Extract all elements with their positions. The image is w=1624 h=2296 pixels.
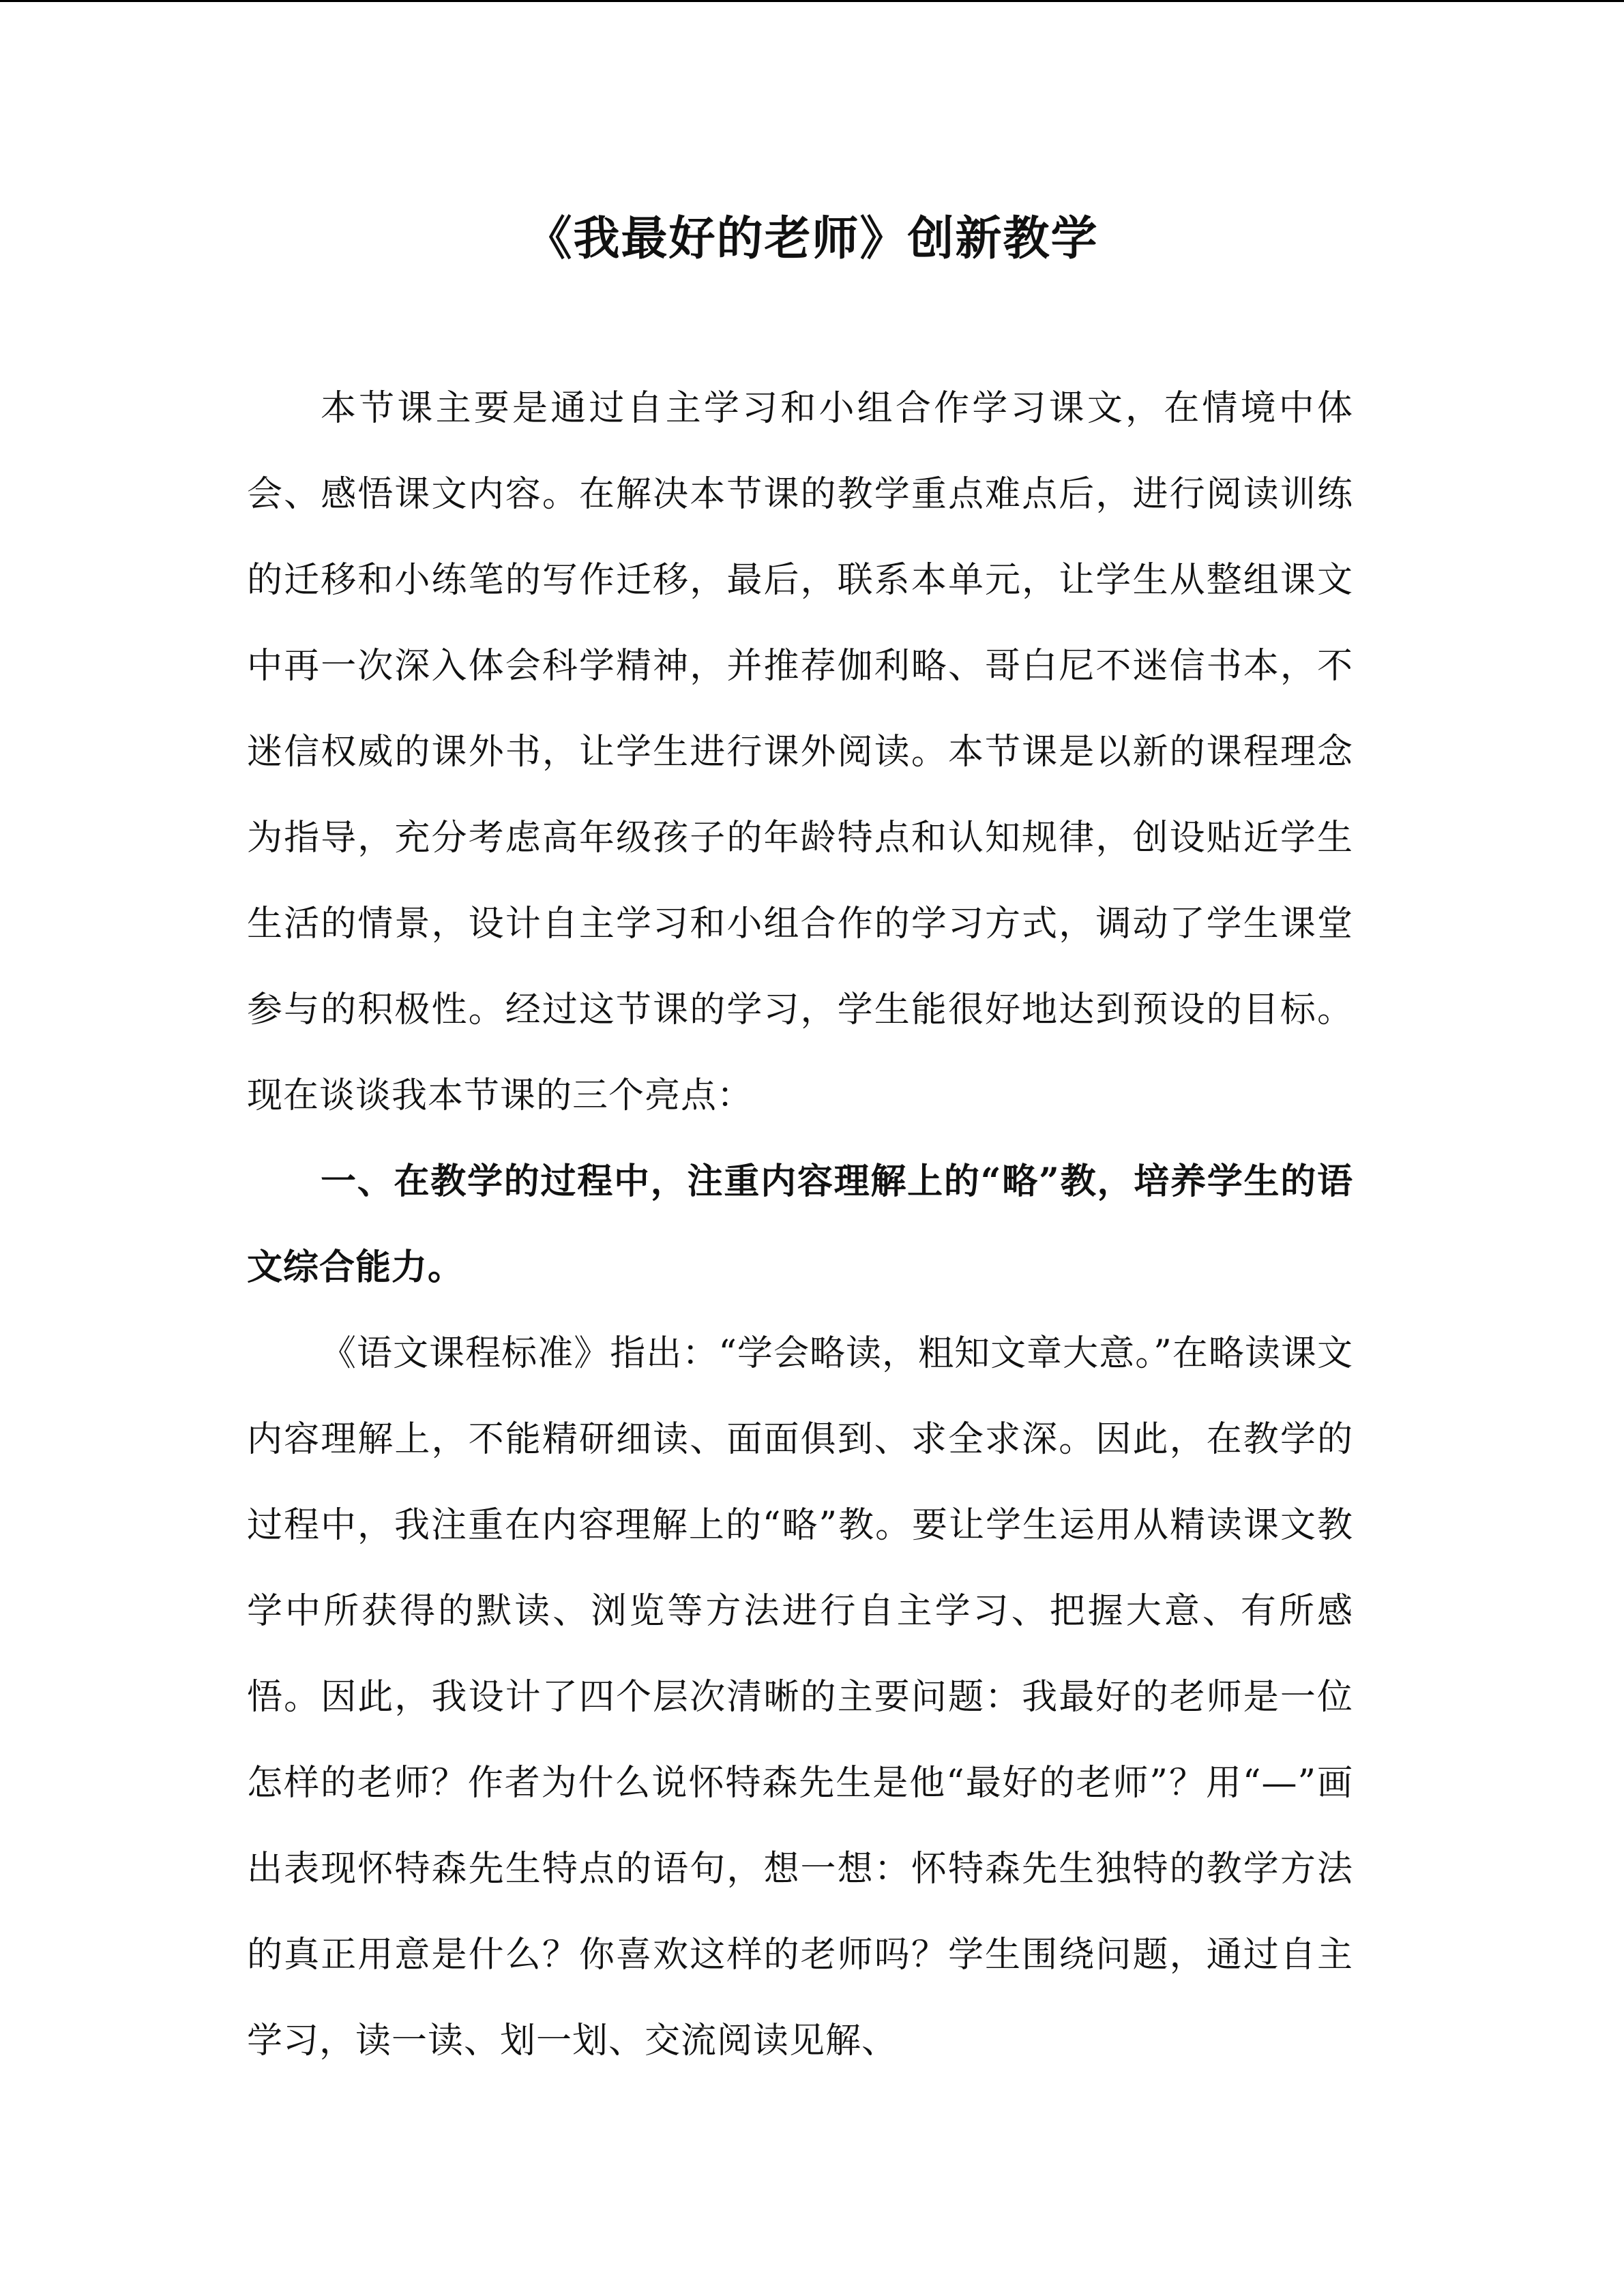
section-1-paragraph: 《语文课程标准》指出：“学会略读，粗知文章大意。”在略读课文内容理解上，不能精研细读、面面俱到、求全求深。因此，在教学的过程中，我注重在内容理解上的“略”教。要让学生运用从精读课文教学中所获得的默读、浏览等方法进行自主学习、把握大意、有所感悟。因此，我设计了四个层次清晰的主要问题：我最好的老师是一位怎样的老师？作者为什么说怀特森先生是他“最好的老师”？用“—”画出表现怀特森先生特点的语句，想一想：怀特森先生独特的教学方法的真正用意是什么？你喜欢这样的老师吗？学生围绕问题，通过自主学习，读一读、划一划、交流阅读见解、 [247,1333,1353,2061]
document-body [247,366,1353,2084]
section-heading-1: 一、在教学的过程中，注重内容理解上的“略”教，培养学生的语文综合能力。 [247,1161,1353,1288]
intro-paragraph: 本节课主要是通过自主学习和小组合作学习课文，在情境中体会、感悟课文内容。在解决本节课的教学重点难点后，进行阅读训练的迁移和小练笔的写作迁移，最后，联系本单元，让学生从整组课文中再一次深入体会科学精神，并推荐伽利略、哥白尼不迷信书本，不迷信权威的课外书，让学生进行课外阅读。本节课是以新的课程理念为指导，充分考虑高年级孩子的年龄特点和认知规律，创设贴近学生生活的情景，设计自主学习和小组合作的学习方式，调动了学生课堂参与的积极性。经过这节课的学习，学生能很好地达到预设的目标。现在谈谈我本节课的三个亮点： [247,388,1353,1116]
top-border-line [0,0,1624,2]
document-title: 《我最好的老师》创新教学 [525,211,1099,266]
